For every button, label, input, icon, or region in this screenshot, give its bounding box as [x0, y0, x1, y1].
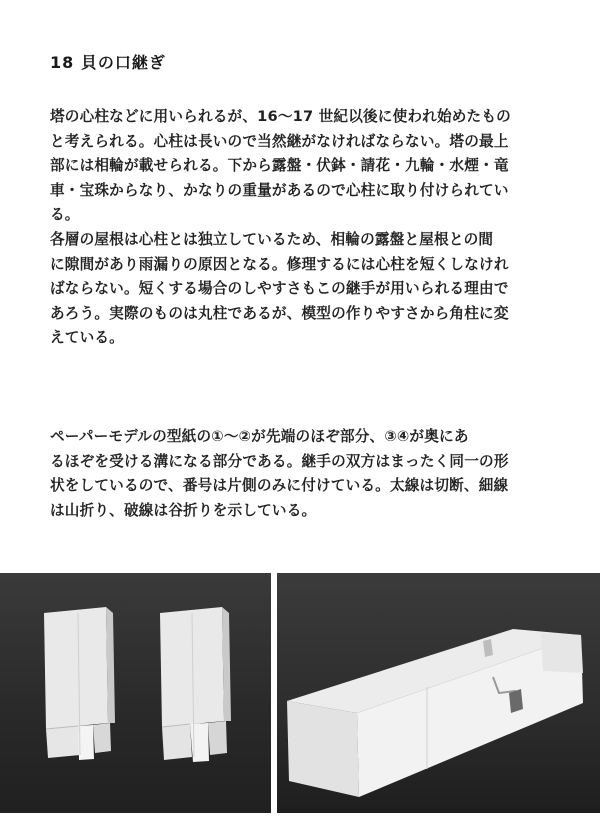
separated-pieces-illustration	[0, 573, 271, 813]
text-line: ばならない。短くする場合のしやすさもこの継手が用いられる理由で	[50, 280, 509, 298]
text-line: あろう。実際のものは丸柱であるが、模型の作りやすさから角柱に変	[50, 304, 509, 322]
page-title: 18 貝の口継ぎ	[50, 53, 166, 72]
paragraph-history	[50, 105, 556, 351]
text-line: 状をしているので、番号は片側のみに付けている。太線は切断、細線	[50, 477, 509, 495]
assembled-joint-illustration	[277, 573, 600, 813]
text-line: は山折り、破線は谷折りを示している。	[50, 501, 317, 519]
photo-assembled-joint	[277, 573, 600, 813]
text-line: えている。	[50, 329, 124, 347]
photo-separated-pieces	[0, 573, 271, 813]
text-line: 部には相輪が載せられる。下から露盤・伏鉢・請花・九輪・水煙・竜	[50, 157, 509, 175]
text-line: 塔の心柱などに用いられるが、16〜17 世紀以後に使われ始めたもの	[50, 108, 511, 125]
assembled-block	[287, 629, 583, 797]
joint-piece-left	[44, 607, 115, 760]
joint-piece-right	[160, 607, 231, 762]
text-line: ペーパーモデルの型紙の①〜②が先端のほぞ部分、③④が奥にあ	[50, 428, 469, 445]
text-line: 各層の屋根は心柱とは独立しているため、相輪の露盤と屋根との間	[50, 230, 494, 248]
text-line: る。	[50, 206, 80, 224]
paragraph-paper-model	[50, 425, 556, 523]
text-line: 車・宝珠からなり、かなりの重量があるので心柱に取り付けられてい	[50, 181, 509, 199]
text-line: と考えられる。心柱は長いので当然継がなければならない。塔の最上	[50, 132, 509, 150]
text-line: るほぞを受ける溝になる部分である。継手の双方はまったく同一の形	[50, 452, 509, 470]
text-line: に隙間があり雨漏りの原因となる。修理するには心柱を短くしなけれ	[50, 255, 509, 273]
